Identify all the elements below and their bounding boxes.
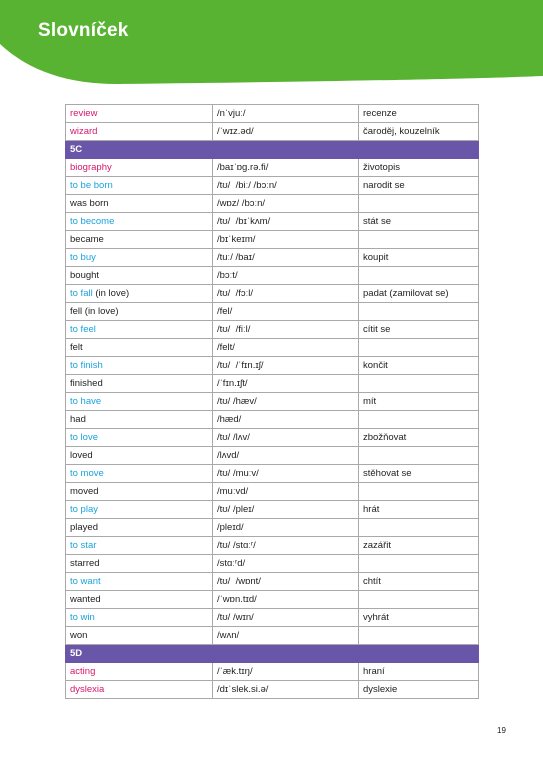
pronunciation-cell: /ˈwɒn.tɪd/	[213, 591, 359, 609]
table-row	[66, 483, 479, 501]
pronunciation-cell: /tʊ/ /fɔːl/	[213, 285, 359, 303]
meaning-cell	[359, 195, 479, 213]
english-word: to finish	[70, 360, 103, 371]
word-cell	[66, 195, 213, 213]
meaning-cell	[359, 339, 479, 357]
english-word: fell (in love)	[70, 306, 119, 317]
pronunciation-cell: /hæd/	[213, 411, 359, 429]
table-row	[66, 285, 479, 303]
pronunciation-cell: /tʊ/ /fiːl/	[213, 321, 359, 339]
english-word: to have	[70, 396, 102, 407]
word-cell	[66, 627, 213, 645]
meaning-cell: čaroděj, kouzelník	[359, 123, 479, 141]
table-row	[66, 303, 479, 321]
pronunciation-cell: /tʊ/ /bɪˈkʌm/	[213, 213, 359, 231]
table-row	[66, 555, 479, 573]
english-word: moved	[70, 486, 99, 497]
table-row	[66, 501, 479, 519]
pronunciation-cell: /wɒz/ /bɔːn/	[213, 195, 359, 213]
table-row	[66, 159, 479, 177]
english-word: won	[70, 630, 88, 641]
pronunciation-cell: /tʊ/ /ˈfɪn.ɪʃ/	[213, 357, 359, 375]
table-row	[66, 447, 479, 465]
pronunciation-cell: /tʊ/ /muːv/	[213, 465, 359, 483]
table-row	[66, 123, 479, 141]
section-label: 5C	[66, 141, 479, 159]
section-label: 5D	[66, 645, 479, 663]
vocabulary-table-body	[66, 105, 479, 699]
english-word: dyslexia	[70, 684, 105, 695]
page-number: 19	[497, 726, 506, 735]
table-row	[66, 339, 479, 357]
pronunciation-cell: /tʊ/ /lʌv/	[213, 429, 359, 447]
pronunciation-cell: /tʊ/ /wɒnt/	[213, 573, 359, 591]
word-cell	[66, 429, 213, 447]
table-row	[66, 681, 479, 699]
table-row	[66, 627, 479, 645]
meaning-cell: narodit se	[359, 177, 479, 195]
word-cell	[66, 357, 213, 375]
meaning-cell	[359, 411, 479, 429]
meaning-cell: chtít	[359, 573, 479, 591]
meaning-cell: životopis	[359, 159, 479, 177]
pronunciation-cell: /tʊ/ /wɪn/	[213, 609, 359, 627]
english-word: to move	[70, 468, 104, 479]
word-cell	[66, 321, 213, 339]
english-word: became	[70, 234, 104, 245]
meaning-cell: hrát	[359, 501, 479, 519]
meaning-cell: vyhrát	[359, 609, 479, 627]
page-title: Slovníček	[38, 20, 129, 41]
pronunciation-cell: /dɪˈslek.si.ə/	[213, 681, 359, 699]
word-cell	[66, 609, 213, 627]
table-row	[66, 357, 479, 375]
meaning-cell	[359, 591, 479, 609]
english-word: to be born	[70, 180, 113, 191]
pronunciation-cell: /ˈfɪn.ɪʃt/	[213, 375, 359, 393]
word-cell	[66, 213, 213, 231]
word-cell	[66, 555, 213, 573]
meaning-cell: zbožňovat	[359, 429, 479, 447]
pronunciation-cell: /baɪˈɒg.rə.fi/	[213, 159, 359, 177]
table-row	[66, 429, 479, 447]
meaning-cell	[359, 303, 479, 321]
english-word: to win	[70, 612, 95, 623]
meaning-cell: padat (zamilovat se)	[359, 285, 479, 303]
word-cell	[66, 285, 213, 303]
pronunciation-cell: /wʌn/	[213, 627, 359, 645]
pronunciation-cell: /stɑːʳd/	[213, 555, 359, 573]
table-row	[66, 267, 479, 285]
pronunciation-cell: /nˈvjuː/	[213, 105, 359, 123]
pronunciation-cell: /tʊ/ /biː/ /bɔːn/	[213, 177, 359, 195]
table-row	[66, 375, 479, 393]
word-cell	[66, 177, 213, 195]
english-word: bought	[70, 270, 100, 281]
english-word: had	[70, 414, 86, 425]
pronunciation-cell: /ˈwɪz.əd/	[213, 123, 359, 141]
english-word: to star	[70, 540, 97, 551]
word-cell	[66, 249, 213, 267]
table-row	[66, 573, 479, 591]
meaning-cell	[359, 519, 479, 537]
word-cell	[66, 447, 213, 465]
section-header-row	[66, 645, 479, 663]
english-word: was born	[70, 198, 109, 209]
meaning-cell	[359, 267, 479, 285]
english-word: finished	[70, 378, 103, 389]
word-cell	[66, 123, 213, 141]
pronunciation-cell: /muːvd/	[213, 483, 359, 501]
english-word: acting	[70, 666, 96, 677]
meaning-cell: mít	[359, 393, 479, 411]
english-word: to fall	[70, 288, 93, 299]
english-word: to buy	[70, 252, 96, 263]
meaning-cell: cítit se	[359, 321, 479, 339]
pronunciation-cell: /tʊ/ /pleɪ/	[213, 501, 359, 519]
meaning-cell: recenze	[359, 105, 479, 123]
table-row	[66, 465, 479, 483]
pronunciation-cell: /bɔːt/	[213, 267, 359, 285]
pronunciation-cell: /tuː/ /baɪ/	[213, 249, 359, 267]
word-cell	[66, 519, 213, 537]
english-word: wanted	[70, 594, 101, 605]
meaning-cell	[359, 231, 479, 249]
word-cell	[66, 537, 213, 555]
word-cell	[66, 483, 213, 501]
word-cell	[66, 105, 213, 123]
meaning-cell	[359, 555, 479, 573]
english-word: felt	[70, 342, 83, 353]
table-row	[66, 213, 479, 231]
pronunciation-cell: /ˈæk.tɪŋ/	[213, 663, 359, 681]
word-cell	[66, 231, 213, 249]
word-suffix: (in love)	[92, 288, 130, 299]
english-word: wizard	[70, 126, 98, 137]
word-cell	[66, 501, 213, 519]
english-word: loved	[70, 450, 93, 461]
english-word: to feel	[70, 324, 96, 335]
table-row	[66, 231, 479, 249]
word-cell	[66, 573, 213, 591]
pronunciation-cell: /pleɪd/	[213, 519, 359, 537]
meaning-cell: zazářit	[359, 537, 479, 555]
table-row	[66, 393, 479, 411]
meaning-cell: koupit	[359, 249, 479, 267]
meaning-cell	[359, 375, 479, 393]
english-word: biography	[70, 162, 112, 173]
table-row	[66, 609, 479, 627]
header-banner	[0, 0, 543, 90]
meaning-cell: dyslexie	[359, 681, 479, 699]
meaning-cell: končit	[359, 357, 479, 375]
word-cell	[66, 411, 213, 429]
meaning-cell: stát se	[359, 213, 479, 231]
word-cell	[66, 681, 213, 699]
section-header-row	[66, 141, 479, 159]
english-word: to play	[70, 504, 98, 515]
table-row	[66, 177, 479, 195]
pronunciation-cell: /tʊ/ /stɑːʳ/	[213, 537, 359, 555]
pronunciation-cell: /lʌvd/	[213, 447, 359, 465]
meaning-cell	[359, 627, 479, 645]
pronunciation-cell: /tʊ/ /hæv/	[213, 393, 359, 411]
word-cell	[66, 339, 213, 357]
meaning-cell	[359, 447, 479, 465]
word-cell	[66, 465, 213, 483]
table-row	[66, 321, 479, 339]
word-cell	[66, 393, 213, 411]
table-row	[66, 537, 479, 555]
table-row	[66, 591, 479, 609]
word-cell	[66, 663, 213, 681]
pronunciation-cell: /fel/	[213, 303, 359, 321]
meaning-cell	[359, 483, 479, 501]
table-row	[66, 249, 479, 267]
table-row	[66, 519, 479, 537]
pronunciation-cell: /bɪˈkeɪm/	[213, 231, 359, 249]
english-word: starred	[70, 558, 100, 569]
meaning-cell: stěhovat se	[359, 465, 479, 483]
table-row	[66, 195, 479, 213]
english-word: to love	[70, 432, 98, 443]
word-cell	[66, 591, 213, 609]
table-row	[66, 105, 479, 123]
header-shape	[0, 0, 543, 90]
english-word: played	[70, 522, 98, 533]
word-cell	[66, 303, 213, 321]
pronunciation-cell: /felt/	[213, 339, 359, 357]
table-row	[66, 663, 479, 681]
word-cell	[66, 375, 213, 393]
english-word: to become	[70, 216, 115, 227]
table-row	[66, 411, 479, 429]
english-word: review	[70, 108, 98, 119]
word-cell	[66, 159, 213, 177]
vocabulary-table	[65, 104, 479, 699]
word-cell	[66, 267, 213, 285]
english-word: to want	[70, 576, 101, 587]
meaning-cell: hraní	[359, 663, 479, 681]
